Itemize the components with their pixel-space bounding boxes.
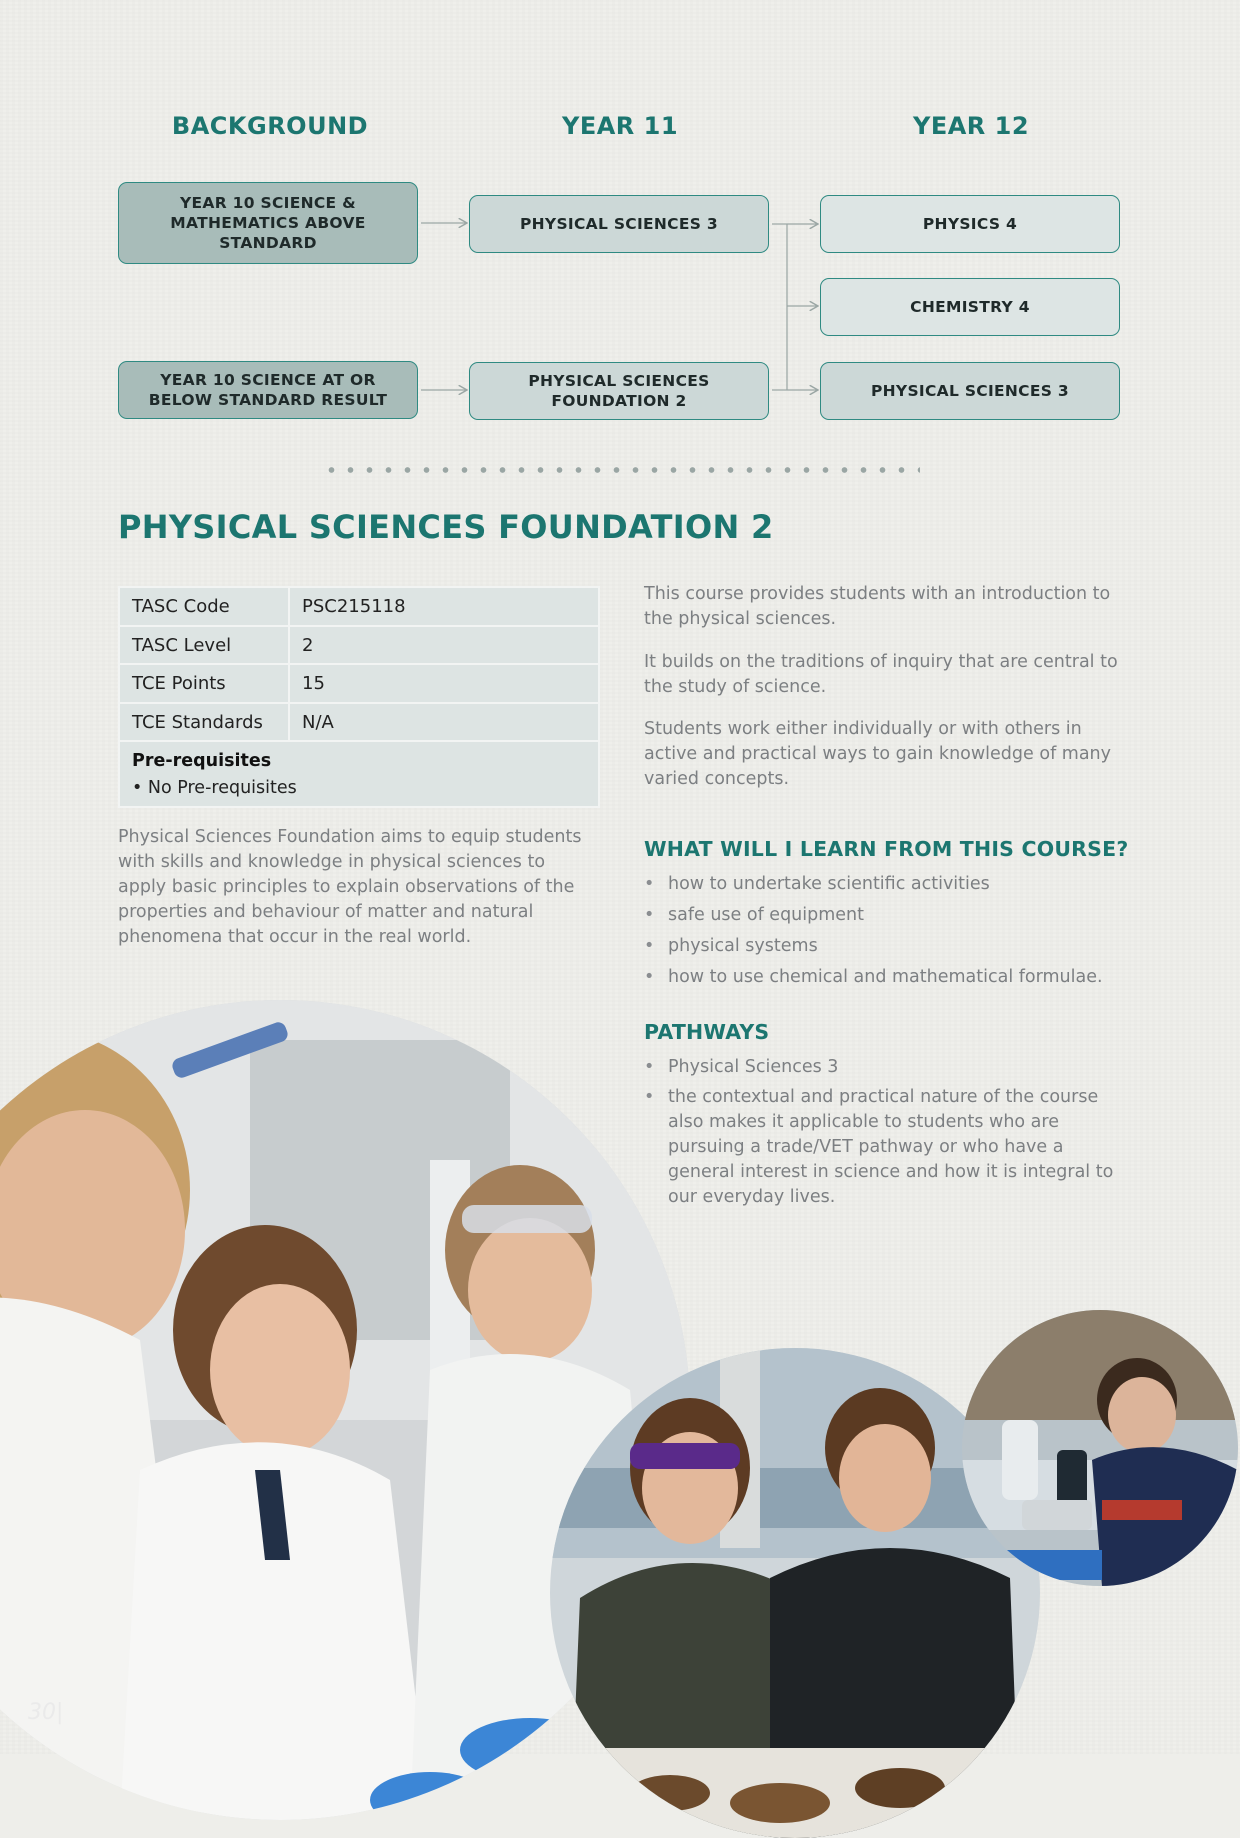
list-item: • Physical Sciences 3: [644, 1055, 1114, 1080]
table-value: N/A: [302, 711, 334, 733]
header-year-12: YEAR 12: [912, 112, 1030, 140]
table-value: 15: [302, 673, 325, 694]
box-chemistry-4: CHEMISTRY 4: [820, 278, 1120, 336]
list-item: • the contextual and practical nature of the course also makes it applicable to students who are pursuing a trade/VET pathway or who have a general interest in science and how it is integral to our everyday lives.: [644, 1085, 1114, 1210]
box-physics-4: PHYSICS 4: [820, 195, 1120, 253]
box-year10-above-standard: YEAR 10 SCIENCE & MATHEMATICS ABOVE STANDARD: [118, 182, 418, 264]
table-row: [120, 704, 598, 743]
header-year-11: YEAR 11: [561, 112, 679, 140]
table-row: [120, 588, 598, 627]
box-physical-sciences-3-y11: PHYSICAL SCIENCES 3: [469, 195, 769, 253]
table-value: 2: [302, 634, 314, 656]
table-value: PSC215118: [302, 596, 406, 617]
page-number: 30|: [28, 1700, 64, 1725]
course-info-table: [118, 586, 600, 808]
pathways-heading: PATHWAYS: [644, 1020, 770, 1044]
learn-list: [644, 872, 1134, 990]
header-background: BACKGROUND: [171, 112, 369, 140]
list-item: • how to use chemical and mathematical formulae.: [644, 965, 1134, 990]
course-aims: Physical Sciences Foundation aims to equip students with skills and knowledge in physical sciences to apply basic principles to explain observations of the properties and behaviour of matter and natural phenomena that occur in the real world.: [118, 827, 582, 947]
intro-paragraph: Students work either individually or with others in active and practical ways to gain knowledge of many varied concepts.: [644, 719, 1112, 789]
learn-heading: WHAT WILL I LEARN FROM THIS COURSE?: [644, 837, 1129, 861]
table-label: TCE Standards: [120, 704, 290, 741]
course-title: PHYSICAL SCIENCES FOUNDATION 2: [118, 508, 774, 546]
intro-paragraph: It builds on the traditions of inquiry that are central to the study of science.: [644, 652, 1118, 697]
prerequisites-item-text: No Pre-requisites: [147, 778, 297, 798]
prerequisites-section: [120, 742, 598, 806]
table-label: TASC Code: [120, 588, 290, 625]
table-row: [120, 627, 598, 666]
box-physical-sciences-3-y12: PHYSICAL SCIENCES 3: [820, 362, 1120, 420]
table-label: TCE Points: [120, 665, 290, 702]
dotted-divider: [322, 465, 920, 475]
prerequisites-heading: Pre-requisites: [132, 751, 272, 771]
intro-paragraph: This course provides students with an introduction to the physical sciences.: [644, 584, 1111, 629]
list-item: • how to undertake scientific activities: [644, 872, 1134, 897]
table-label: TASC Level: [120, 627, 290, 664]
box-physical-sciences-foundation-2: PHYSICAL SCIENCES FOUNDATION 2: [469, 362, 769, 420]
pathways-list: [644, 1055, 1114, 1210]
microscope-photo: [962, 1310, 1238, 1586]
table-row: [120, 665, 598, 704]
list-item: • physical systems: [644, 934, 1134, 959]
box-year10-at-or-below: YEAR 10 SCIENCE AT OR BELOW STANDARD RESULT: [118, 361, 418, 419]
prerequisites-item: • No Pre-requisites: [132, 778, 297, 798]
list-item: • safe use of equipment: [644, 903, 1134, 928]
